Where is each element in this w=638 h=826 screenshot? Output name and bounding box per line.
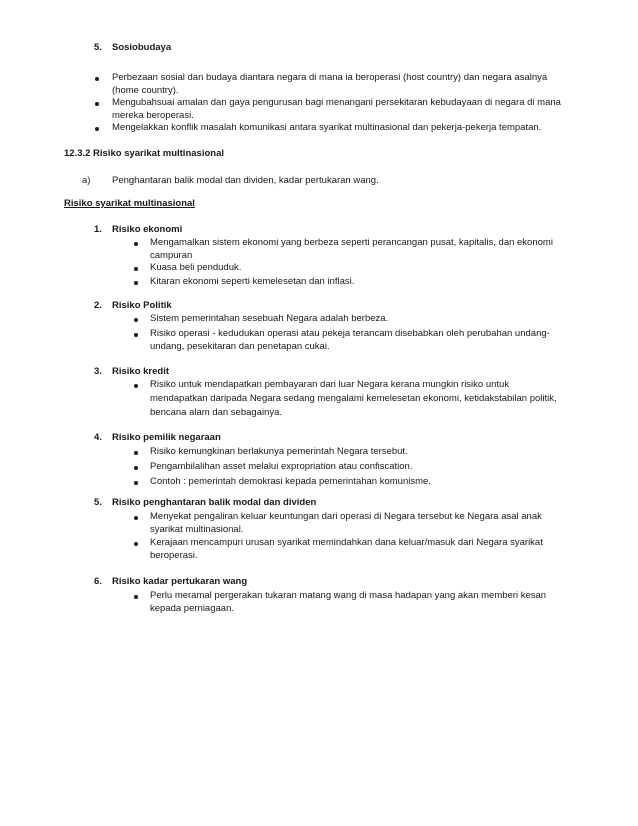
bullet-text: Risiko untuk mendapatkan pembayaran dari luar Negara kerana mungkin risiko untuk (150, 379, 510, 390)
subsection-heading: 12.3.2 Risiko syarikat multinasional (64, 148, 224, 159)
item-number: 3. (94, 366, 102, 377)
bullet-text: beroperasi. (150, 550, 198, 561)
bullet-text: bencana alam dan sebagainya. (150, 407, 283, 418)
item-title: Risiko pemilik negaraan (112, 432, 221, 443)
bullet-text: Contoh : pemerintah demokrasi kepada pemerintahan komunisme. (150, 476, 431, 487)
bullet-icon (95, 102, 99, 106)
bullet-icon (134, 451, 138, 455)
bullet-text: syarikat multinasional. (150, 524, 244, 535)
bullet-text: Perbezaan sosial dan budaya diantara negara di mana ia beroperasi (host country) dan negara asalnya (112, 72, 548, 83)
bullet-icon (134, 318, 138, 322)
item-number: 6. (94, 576, 102, 587)
item-title: Risiko ekonomi (112, 224, 183, 235)
bullet-text: Risiko operasi - kedudukan operasi atau pekeja terancam disebabkan oleh perubahan undang- (150, 328, 550, 339)
item-title: Risiko Politik (112, 300, 172, 311)
bullet-text: Kuasa beli penduduk. (150, 262, 242, 273)
bullet-text: Kitaran ekonomi seperti kemelesetan dan inflasi. (150, 276, 355, 287)
item-number: 1. (94, 224, 102, 235)
item-number: 2. (94, 300, 102, 311)
bullet-text: mendapatkan daripada Negara sedang mengalami kemelesetan ekonomi, ketidakstabilan politik, (150, 393, 557, 404)
list-item-text: Penghantaran balik modal dan dividen, kadar pertukaran wang. (112, 175, 379, 186)
bullet-text: Pengambilalihan asset melalui expropriation atau confiscation. (150, 461, 413, 472)
list-label: a) (82, 175, 91, 186)
bullet-icon (134, 466, 138, 470)
bullet-icon (134, 333, 138, 337)
bullet-icon (134, 281, 138, 285)
bullet-icon (134, 542, 138, 546)
item-title: Risiko kadar pertukaran wang (112, 576, 248, 587)
item-number: 4. (94, 432, 102, 443)
bullet-icon (134, 481, 138, 485)
item-title: Risiko penghantaran balik modal dan dividen (112, 497, 317, 508)
bullet-icon (134, 267, 138, 271)
bullet-text: Mengelakkan konflik masalah komunikasi antara syarikat multinasional dan pekerja-pekerja tempatan. (112, 122, 542, 133)
section-heading: Risiko syarikat multinasional (64, 198, 195, 209)
bullet-icon (95, 77, 99, 81)
bullet-text: Risiko kemungkinan berlakunya pemerintah Negara tersebut. (150, 446, 408, 457)
bullet-text: (home country). (112, 85, 179, 96)
bullet-text: Mengubahsuai amalan dan gaya pengurusan bagi menangani persekitaran kebudayaan di negara di mana (112, 97, 561, 108)
bullet-text: Sistem pemerintahan sesebuah Negara adalah berbeza. (150, 313, 389, 324)
bullet-icon (134, 242, 138, 246)
bullet-text: mereka beroperasi. (112, 110, 194, 121)
item-number: 5. (94, 497, 102, 508)
bullet-text: Menyekat pengaliran keluar keuntungan dari operasi di Negara tersebut ke Negara asal anak (150, 511, 542, 522)
section-title: Sosiobudaya (112, 42, 172, 53)
bullet-text: undang, pesekitaran dan penetapan cukai. (150, 341, 330, 352)
bullet-text: campuran (150, 250, 193, 261)
bullet-icon (95, 127, 99, 131)
item-title: Risiko kredit (112, 366, 170, 377)
bullet-text: Mengamalkan sistem ekonomi yang berbeza seperti perancangan pusat, kapitalis, dan ekonomi (150, 237, 553, 248)
bullet-icon (134, 595, 138, 599)
bullet-text: Kerajaan mencampuri urusan syarikat memindahkan dana keluar/masuk dari Negara syarikat (150, 537, 543, 548)
bullet-text: Perlu meramal pergerakan tukaran matang wang di masa hadapan yang akan memberi kesan (150, 590, 547, 601)
bullet-icon (134, 516, 138, 520)
bullet-text: kepada perniagaan. (150, 603, 234, 614)
section-number: 5. (94, 42, 102, 53)
bullet-icon (134, 384, 138, 388)
